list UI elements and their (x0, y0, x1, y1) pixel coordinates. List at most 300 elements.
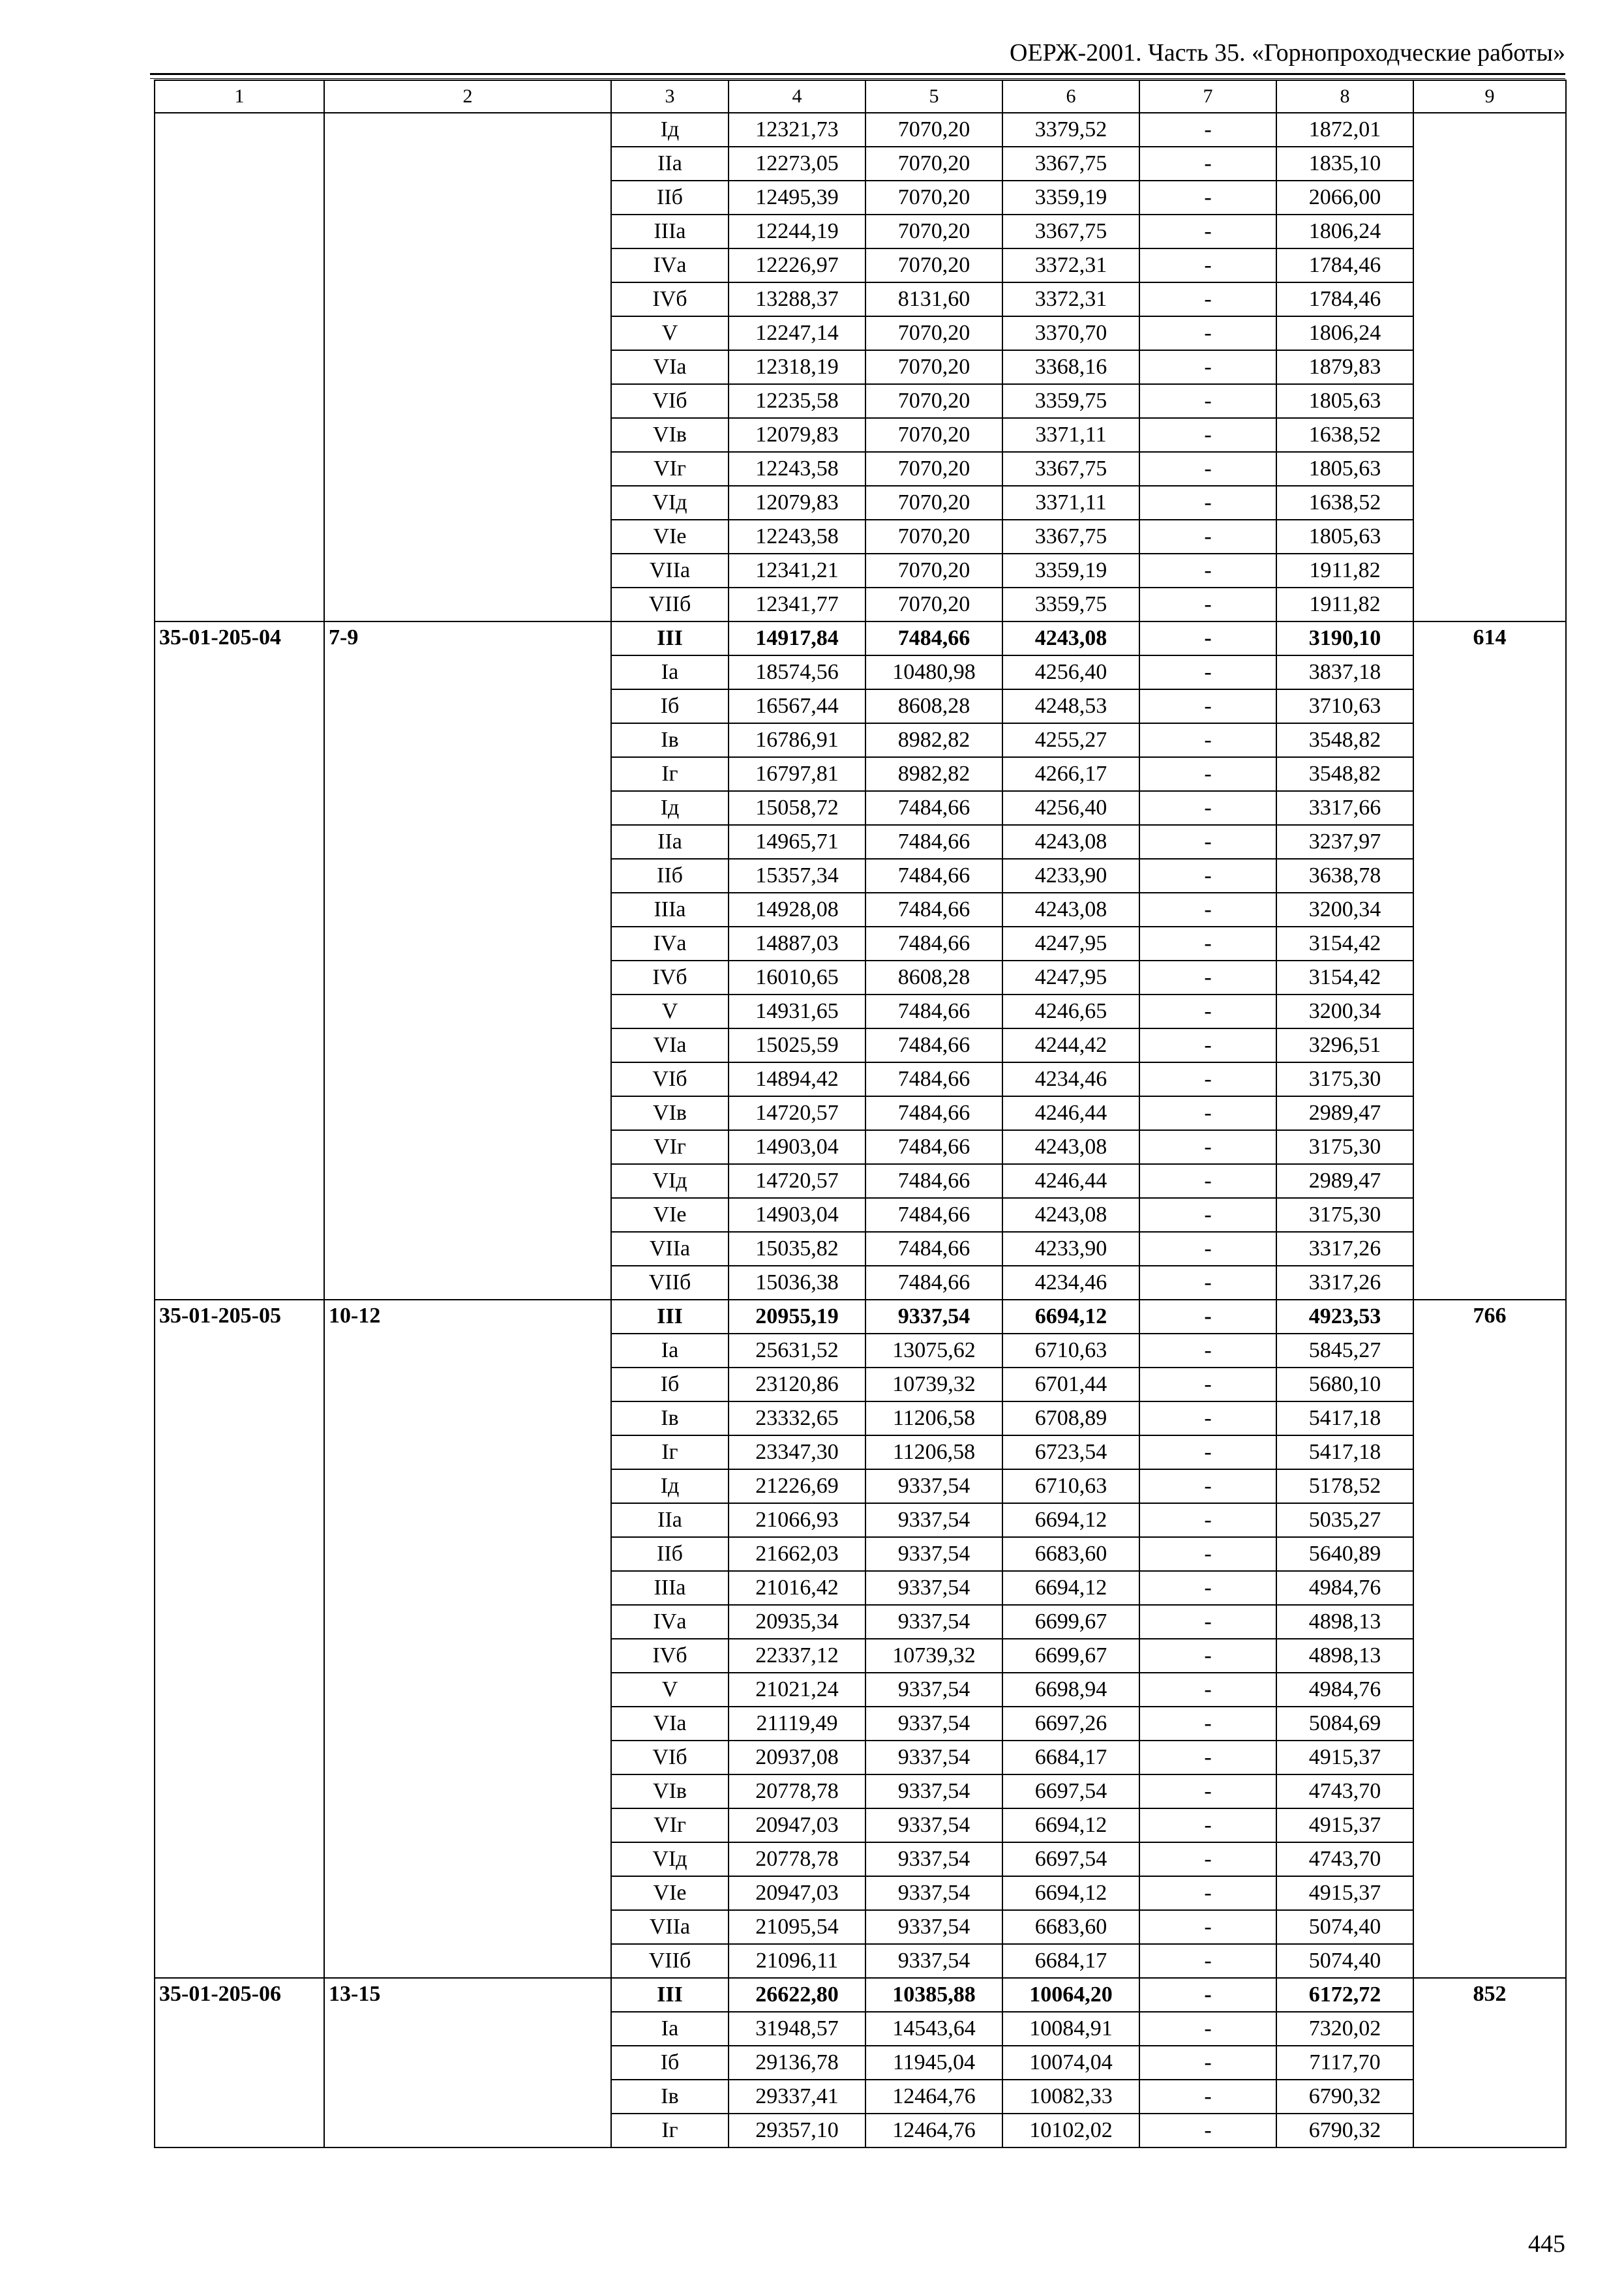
value-cell-col6: 3368,16 (1002, 350, 1139, 384)
category-cell: VIд (611, 1842, 729, 1876)
value-cell-col7: - (1139, 588, 1276, 621)
value-cell-col5: 7484,66 (865, 1198, 1002, 1232)
value-cell-col4: 21096,11 (729, 1944, 865, 1978)
value-cell-col5: 7070,20 (865, 554, 1002, 588)
value-cell-col6: 6683,60 (1002, 1910, 1139, 1944)
value-cell-col5: 9337,54 (865, 1673, 1002, 1707)
value-cell-col7: - (1139, 961, 1276, 995)
value-cell-col4: 12243,58 (729, 452, 865, 486)
category-cell: VIб (611, 1062, 729, 1096)
page-number: 445 (1528, 2230, 1565, 2258)
value-cell-col5: 7070,20 (865, 350, 1002, 384)
value-cell-col4: 15058,72 (729, 791, 865, 825)
value-cell-col8: 5680,10 (1276, 1368, 1413, 1401)
value-cell-col8: 5035,27 (1276, 1503, 1413, 1537)
category-cell: Iд (611, 791, 729, 825)
value-cell-col7: - (1139, 1435, 1276, 1469)
value-cell-col8: 3317,66 (1276, 791, 1413, 825)
value-cell-col8: 3175,30 (1276, 1062, 1413, 1096)
value-cell-col8: 3200,34 (1276, 893, 1413, 927)
category-cell: VIб (611, 1741, 729, 1774)
value-cell-col8: 3548,82 (1276, 757, 1413, 791)
value-cell-col5: 7484,66 (865, 1266, 1002, 1300)
value-cell-col8: 7117,70 (1276, 2046, 1413, 2080)
value-cell-col8: 1805,63 (1276, 520, 1413, 554)
value-cell-col6: 4247,95 (1002, 927, 1139, 961)
value-cell-col4: 29136,78 (729, 2046, 865, 2080)
value-cell-col7: - (1139, 2080, 1276, 2114)
table-body (155, 80, 1566, 2147)
value-cell-col8: 3317,26 (1276, 1232, 1413, 1266)
value-cell-col7: - (1139, 1978, 1276, 2012)
value-cell-col7: - (1139, 215, 1276, 248)
value-cell-col8: 4743,70 (1276, 1842, 1413, 1876)
value-cell-col8: 3200,34 (1276, 995, 1413, 1028)
value-cell-col6: 4243,08 (1002, 1130, 1139, 1164)
value-cell-col7: - (1139, 893, 1276, 927)
value-cell-col8: 1806,24 (1276, 316, 1413, 350)
category-cell: IVб (611, 1639, 729, 1673)
value-cell-col8: 1805,63 (1276, 384, 1413, 418)
value-cell-col7: - (1139, 1842, 1276, 1876)
value-cell-col5: 7484,66 (865, 995, 1002, 1028)
value-cell-col4: 21226,69 (729, 1469, 865, 1503)
value-cell-col5: 7484,66 (865, 1164, 1002, 1198)
value-cell-col8: 3638,78 (1276, 859, 1413, 893)
value-cell-col8: 5417,18 (1276, 1435, 1413, 1469)
category-cell: IIб (611, 181, 729, 215)
category-cell: Iв (611, 723, 729, 757)
value-cell-col4: 16797,81 (729, 757, 865, 791)
value-cell-col7: - (1139, 995, 1276, 1028)
value-cell-col7: - (1139, 2046, 1276, 2080)
value-cell-col5: 7484,66 (865, 1232, 1002, 1266)
value-cell-col4: 14965,71 (729, 825, 865, 859)
value-cell-col5: 9337,54 (865, 1469, 1002, 1503)
value-cell-col5: 7070,20 (865, 452, 1002, 486)
category-cell: III (611, 1300, 729, 1334)
value-cell-col6: 6683,60 (1002, 1537, 1139, 1571)
value-cell-col6: 4256,40 (1002, 791, 1139, 825)
category-cell: VIв (611, 1774, 729, 1808)
value-cell-col5: 7070,20 (865, 181, 1002, 215)
value-cell-col5: 9337,54 (865, 1944, 1002, 1978)
rate-code-cell: 35-01-205-05 (155, 1300, 324, 1978)
value-cell-col5: 10480,98 (865, 655, 1002, 689)
value-cell-col8: 4915,37 (1276, 1876, 1413, 1910)
value-cell-col6: 4243,08 (1002, 1198, 1139, 1232)
value-cell-col6: 3359,75 (1002, 384, 1139, 418)
value-cell-col7: - (1139, 1605, 1276, 1639)
value-cell-col8: 5417,18 (1276, 1401, 1413, 1435)
value-cell-col4: 12244,19 (729, 215, 865, 248)
value-cell-col5: 11206,58 (865, 1435, 1002, 1469)
value-cell-col4: 20947,03 (729, 1876, 865, 1910)
value-cell-col6: 6694,12 (1002, 1571, 1139, 1605)
value-cell-col7: - (1139, 2114, 1276, 2147)
value-cell-col7: - (1139, 621, 1276, 655)
value-cell-col7: - (1139, 1707, 1276, 1741)
value-cell-col6: 3379,52 (1002, 113, 1139, 147)
value-cell-col6: 3371,11 (1002, 418, 1139, 452)
category-cell: VIIа (611, 1910, 729, 1944)
value-cell-col5: 7484,66 (865, 791, 1002, 825)
value-cell-col4: 15025,59 (729, 1028, 865, 1062)
value-cell-col8: 3296,51 (1276, 1028, 1413, 1062)
value-cell-col5: 7070,20 (865, 248, 1002, 282)
value-cell-col6: 6694,12 (1002, 1808, 1139, 1842)
value-cell-col5: 9337,54 (865, 1808, 1002, 1842)
value-cell-col8: 2989,47 (1276, 1164, 1413, 1198)
value-cell-col4: 14887,03 (729, 927, 865, 961)
value-cell-col5: 9337,54 (865, 1741, 1002, 1774)
value-cell-col6: 6723,54 (1002, 1435, 1139, 1469)
value-cell-col7: - (1139, 1808, 1276, 1842)
value-cell-col5: 7070,20 (865, 418, 1002, 452)
value-cell-col4: 15035,82 (729, 1232, 865, 1266)
col9-cell: 766 (1413, 1300, 1566, 1978)
value-cell-col8: 1638,52 (1276, 418, 1413, 452)
value-cell-col7: - (1139, 1368, 1276, 1401)
value-cell-col6: 4233,90 (1002, 1232, 1139, 1266)
value-cell-col6: 6699,67 (1002, 1639, 1139, 1673)
value-cell-col6: 6697,54 (1002, 1842, 1139, 1876)
table-row (155, 1300, 1566, 1334)
value-cell-col6: 6694,12 (1002, 1300, 1139, 1334)
value-cell-col8: 4743,70 (1276, 1774, 1413, 1808)
value-cell-col6: 6708,89 (1002, 1401, 1139, 1435)
category-cell: VIд (611, 1164, 729, 1198)
value-cell-col5: 9337,54 (865, 1300, 1002, 1334)
value-cell-col7: - (1139, 1469, 1276, 1503)
col9-cell: 614 (1413, 621, 1566, 1300)
value-cell-col6: 10084,91 (1002, 2012, 1139, 2046)
value-cell-col7: - (1139, 689, 1276, 723)
value-cell-col5: 7484,66 (865, 1028, 1002, 1062)
value-cell-col6: 3367,75 (1002, 520, 1139, 554)
value-cell-col8: 3190,10 (1276, 621, 1413, 655)
value-cell-col6: 3372,31 (1002, 282, 1139, 316)
value-cell-col7: - (1139, 452, 1276, 486)
column-number: 9 (1413, 80, 1566, 113)
value-cell-col7: - (1139, 1300, 1276, 1334)
category-cell: Iб (611, 1368, 729, 1401)
value-cell-col4: 21119,49 (729, 1707, 865, 1741)
rates-table (154, 80, 1567, 2148)
value-cell-col6: 6701,44 (1002, 1368, 1139, 1401)
category-cell: Iб (611, 689, 729, 723)
value-cell-col7: - (1139, 1198, 1276, 1232)
value-cell-col4: 14903,04 (729, 1198, 865, 1232)
value-cell-col5: 7484,66 (865, 1062, 1002, 1096)
value-cell-col4: 20955,19 (729, 1300, 865, 1334)
value-cell-col4: 23347,30 (729, 1435, 865, 1469)
value-cell-col4: 12079,83 (729, 418, 865, 452)
value-cell-col8: 4923,53 (1276, 1300, 1413, 1334)
value-cell-col7: - (1139, 486, 1276, 520)
value-cell-col8: 3237,97 (1276, 825, 1413, 859)
value-cell-col4: 20947,03 (729, 1808, 865, 1842)
category-cell: IIб (611, 1537, 729, 1571)
value-cell-col8: 3837,18 (1276, 655, 1413, 689)
range-cell: 13-15 (324, 1978, 611, 2147)
value-cell-col4: 21662,03 (729, 1537, 865, 1571)
value-cell-col8: 3154,42 (1276, 927, 1413, 961)
value-cell-col7: - (1139, 113, 1276, 147)
value-cell-col8: 1784,46 (1276, 248, 1413, 282)
category-cell: VIв (611, 1096, 729, 1130)
value-cell-col5: 11945,04 (865, 2046, 1002, 2080)
header-rule-thick (150, 73, 1565, 75)
value-cell-col5: 8982,82 (865, 723, 1002, 757)
value-cell-col6: 3370,70 (1002, 316, 1139, 350)
value-cell-col7: - (1139, 520, 1276, 554)
value-cell-col5: 12464,76 (865, 2114, 1002, 2147)
category-cell: VIа (611, 1707, 729, 1741)
value-cell-col5: 14543,64 (865, 2012, 1002, 2046)
value-cell-col5: 7484,66 (865, 927, 1002, 961)
value-cell-col7: - (1139, 1164, 1276, 1198)
value-cell-col6: 3359,75 (1002, 588, 1139, 621)
category-cell: Iв (611, 2080, 729, 2114)
category-cell: VIг (611, 1808, 729, 1842)
value-cell-col8: 1879,83 (1276, 350, 1413, 384)
range-cell (324, 113, 611, 621)
value-cell-col6: 10064,20 (1002, 1978, 1139, 2012)
value-cell-col5: 11206,58 (865, 1401, 1002, 1435)
value-cell-col4: 23332,65 (729, 1401, 865, 1435)
column-number: 5 (865, 80, 1002, 113)
value-cell-col4: 20778,78 (729, 1842, 865, 1876)
value-cell-col8: 4898,13 (1276, 1639, 1413, 1673)
value-cell-col4: 12235,58 (729, 384, 865, 418)
value-cell-col6: 4243,08 (1002, 825, 1139, 859)
value-cell-col4: 12341,77 (729, 588, 865, 621)
category-cell: IIIа (611, 1571, 729, 1605)
value-cell-col6: 4256,40 (1002, 655, 1139, 689)
value-cell-col4: 12273,05 (729, 147, 865, 181)
value-cell-col5: 7070,20 (865, 113, 1002, 147)
value-cell-col7: - (1139, 418, 1276, 452)
value-cell-col7: - (1139, 316, 1276, 350)
column-number-row (155, 80, 1566, 113)
value-cell-col8: 6172,72 (1276, 1978, 1413, 2012)
column-number: 3 (611, 80, 729, 113)
value-cell-col7: - (1139, 1537, 1276, 1571)
value-cell-col5: 10385,88 (865, 1978, 1002, 2012)
value-cell-col8: 1835,10 (1276, 147, 1413, 181)
value-cell-col5: 12464,76 (865, 2080, 1002, 2114)
value-cell-col8: 6790,32 (1276, 2080, 1413, 2114)
value-cell-col7: - (1139, 1401, 1276, 1435)
category-cell: Iа (611, 2012, 729, 2046)
table-row (155, 113, 1566, 147)
value-cell-col6: 4247,95 (1002, 961, 1139, 995)
category-cell: VIб (611, 384, 729, 418)
value-cell-col4: 15357,34 (729, 859, 865, 893)
value-cell-col7: - (1139, 1028, 1276, 1062)
value-cell-col5: 9337,54 (865, 1910, 1002, 1944)
page-header-title: ОЕРЖ-2001. Часть 35. «Горнопроходческие работы» (1010, 39, 1565, 67)
value-cell-col4: 21095,54 (729, 1910, 865, 1944)
value-cell-col4: 12341,21 (729, 554, 865, 588)
column-number: 1 (155, 80, 324, 113)
value-cell-col4: 13288,37 (729, 282, 865, 316)
column-number: 7 (1139, 80, 1276, 113)
value-cell-col4: 12243,58 (729, 520, 865, 554)
category-cell: VIд (611, 486, 729, 520)
category-cell: VIе (611, 520, 729, 554)
value-cell-col8: 3317,26 (1276, 1266, 1413, 1300)
category-cell: VIIб (611, 1266, 729, 1300)
value-cell-col7: - (1139, 282, 1276, 316)
value-cell-col6: 4243,08 (1002, 893, 1139, 927)
value-cell-col4: 14903,04 (729, 1130, 865, 1164)
value-cell-col7: - (1139, 2012, 1276, 2046)
col9-cell: 852 (1413, 1978, 1566, 2147)
category-cell: IIб (611, 859, 729, 893)
value-cell-col5: 7070,20 (865, 520, 1002, 554)
value-cell-col5: 8131,60 (865, 282, 1002, 316)
value-cell-col8: 2989,47 (1276, 1096, 1413, 1130)
value-cell-col7: - (1139, 825, 1276, 859)
value-cell-col5: 8982,82 (865, 757, 1002, 791)
value-cell-col5: 8608,28 (865, 961, 1002, 995)
value-cell-col6: 6710,63 (1002, 1334, 1139, 1368)
value-cell-col7: - (1139, 927, 1276, 961)
value-cell-col8: 5845,27 (1276, 1334, 1413, 1368)
value-cell-col6: 6698,94 (1002, 1673, 1139, 1707)
value-cell-col6: 3367,75 (1002, 452, 1139, 486)
value-cell-col7: - (1139, 1639, 1276, 1673)
value-cell-col7: - (1139, 1910, 1276, 1944)
value-cell-col4: 29337,41 (729, 2080, 865, 2114)
value-cell-col6: 4266,17 (1002, 757, 1139, 791)
category-cell: IIа (611, 825, 729, 859)
column-number: 8 (1276, 80, 1413, 113)
value-cell-col6: 6684,17 (1002, 1741, 1139, 1774)
category-cell: IIIа (611, 215, 729, 248)
rate-code-cell: 35-01-205-04 (155, 621, 324, 1300)
value-cell-col8: 4984,76 (1276, 1673, 1413, 1707)
value-cell-col6: 4243,08 (1002, 621, 1139, 655)
category-cell: IIIа (611, 893, 729, 927)
value-cell-col7: - (1139, 350, 1276, 384)
value-cell-col7: - (1139, 1266, 1276, 1300)
value-cell-col4: 15036,38 (729, 1266, 865, 1300)
value-cell-col8: 5640,89 (1276, 1537, 1413, 1571)
value-cell-col6: 3372,31 (1002, 248, 1139, 282)
value-cell-col6: 3371,11 (1002, 486, 1139, 520)
value-cell-col7: - (1139, 1062, 1276, 1096)
value-cell-col5: 9337,54 (865, 1503, 1002, 1537)
value-cell-col7: - (1139, 384, 1276, 418)
category-cell: IIа (611, 147, 729, 181)
category-cell: IVб (611, 282, 729, 316)
value-cell-col8: 1872,01 (1276, 113, 1413, 147)
category-cell: Iг (611, 2114, 729, 2147)
value-cell-col8: 6790,32 (1276, 2114, 1413, 2147)
value-cell-col6: 6697,26 (1002, 1707, 1139, 1741)
value-cell-col8: 1911,82 (1276, 554, 1413, 588)
value-cell-col4: 14928,08 (729, 893, 865, 927)
value-cell-col5: 7484,66 (865, 893, 1002, 927)
value-cell-col8: 5178,52 (1276, 1469, 1413, 1503)
category-cell: III (611, 621, 729, 655)
category-cell: VIг (611, 452, 729, 486)
value-cell-col5: 7070,20 (865, 588, 1002, 621)
value-cell-col4: 21066,93 (729, 1503, 865, 1537)
value-cell-col5: 13075,62 (865, 1334, 1002, 1368)
value-cell-col6: 10102,02 (1002, 2114, 1139, 2147)
value-cell-col8: 4915,37 (1276, 1741, 1413, 1774)
category-cell: Iв (611, 1401, 729, 1435)
value-cell-col8: 4898,13 (1276, 1605, 1413, 1639)
value-cell-col7: - (1139, 1334, 1276, 1368)
value-cell-col7: - (1139, 1876, 1276, 1910)
value-cell-col4: 12318,19 (729, 350, 865, 384)
value-cell-col5: 7484,66 (865, 859, 1002, 893)
value-cell-col4: 12079,83 (729, 486, 865, 520)
value-cell-col8: 3154,42 (1276, 961, 1413, 995)
value-cell-col4: 14720,57 (729, 1164, 865, 1198)
category-cell: Iг (611, 757, 729, 791)
value-cell-col4: 25631,52 (729, 1334, 865, 1368)
category-cell: VIIа (611, 554, 729, 588)
value-cell-col6: 4246,65 (1002, 995, 1139, 1028)
value-cell-col5: 9337,54 (865, 1774, 1002, 1808)
value-cell-col6: 4234,46 (1002, 1266, 1139, 1300)
value-cell-col4: 16567,44 (729, 689, 865, 723)
value-cell-col4: 26622,80 (729, 1978, 865, 2012)
value-cell-col6: 6694,12 (1002, 1876, 1139, 1910)
category-cell: V (611, 316, 729, 350)
value-cell-col6: 3359,19 (1002, 554, 1139, 588)
category-cell: Iб (611, 2046, 729, 2080)
category-cell: IVа (611, 1605, 729, 1639)
header-rule-thin (150, 78, 1565, 79)
value-cell-col7: - (1139, 1571, 1276, 1605)
category-cell: IVа (611, 927, 729, 961)
category-cell: V (611, 1673, 729, 1707)
value-cell-col6: 6697,54 (1002, 1774, 1139, 1808)
value-cell-col7: - (1139, 791, 1276, 825)
value-cell-col8: 3175,30 (1276, 1130, 1413, 1164)
category-cell: VIIб (611, 588, 729, 621)
category-cell: V (611, 995, 729, 1028)
category-cell: IVа (611, 248, 729, 282)
value-cell-col7: - (1139, 1096, 1276, 1130)
category-cell: Iд (611, 1469, 729, 1503)
category-cell: VIе (611, 1876, 729, 1910)
value-cell-col8: 7320,02 (1276, 2012, 1413, 2046)
value-cell-col4: 29357,10 (729, 2114, 865, 2147)
value-cell-col4: 21016,42 (729, 1571, 865, 1605)
value-cell-col7: - (1139, 859, 1276, 893)
category-cell: III (611, 1978, 729, 2012)
value-cell-col5: 7484,66 (865, 825, 1002, 859)
value-cell-col8: 1805,63 (1276, 452, 1413, 486)
category-cell: Iг (611, 1435, 729, 1469)
value-cell-col4: 14931,65 (729, 995, 865, 1028)
column-number: 4 (729, 80, 865, 113)
value-cell-col7: - (1139, 147, 1276, 181)
value-cell-col7: - (1139, 554, 1276, 588)
value-cell-col5: 7484,66 (865, 1130, 1002, 1164)
value-cell-col5: 7484,66 (865, 621, 1002, 655)
value-cell-col7: - (1139, 181, 1276, 215)
value-cell-col8: 2066,00 (1276, 181, 1413, 215)
